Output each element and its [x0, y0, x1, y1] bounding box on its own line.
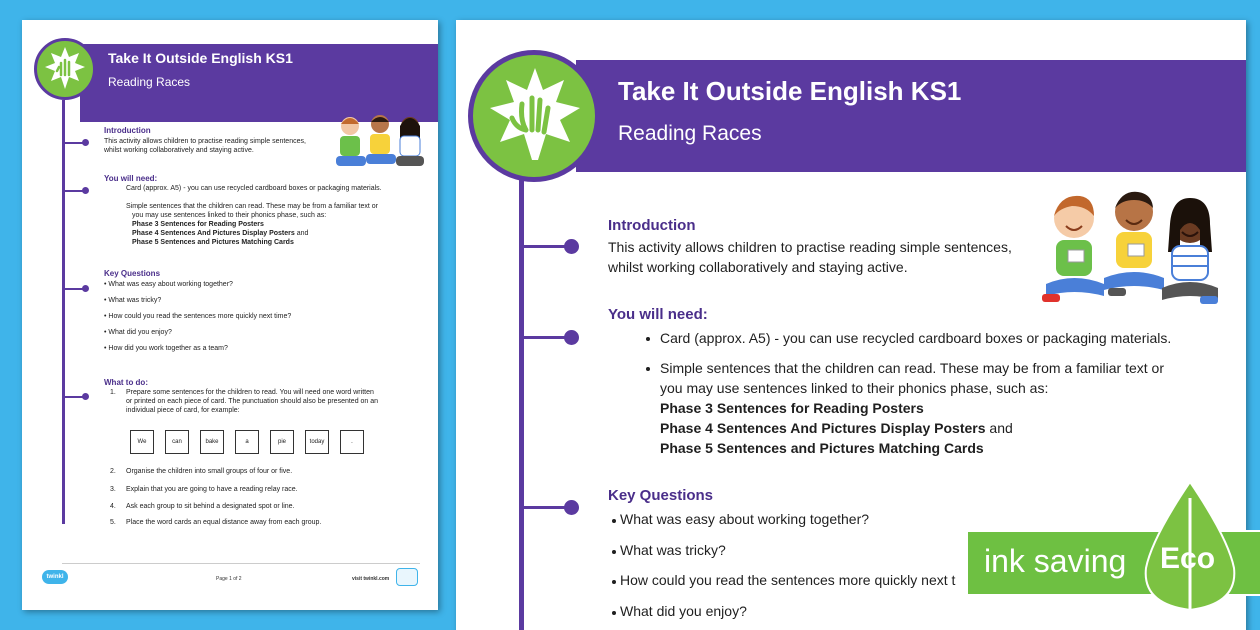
- resource-link[interactable]: Phase 3 Sentences for Reading Posters: [660, 400, 924, 416]
- ink-saving-label: ink saving: [984, 543, 1127, 579]
- question: What did you enjoy?: [620, 603, 747, 619]
- bullet-icon: [646, 367, 650, 371]
- page-1-question: • What was easy about working together?: [104, 281, 233, 288]
- page-1-preview: [22, 20, 438, 610]
- page-1-step-line: individual piece of card, for example:: [126, 407, 240, 414]
- need-item-line: Simple sentences that the children can read. These may be from a familiar text or: [660, 360, 1164, 376]
- word-card: bake: [200, 430, 224, 454]
- bullet-icon: [612, 580, 616, 584]
- need-item-line: you may use sentences linked to their phonics phase, such as:: [660, 380, 1049, 396]
- bullet-icon: [612, 611, 616, 615]
- introduction-line: This activity allows children to practise reading simple sentences,: [608, 239, 1012, 255]
- page-1-questions-heading: Key Questions: [104, 269, 161, 278]
- word-card: pie: [270, 430, 294, 454]
- page-1-need-item: you may use sentences linked to their phonics phase, such as:: [132, 212, 327, 219]
- timeline-dot: [564, 239, 579, 254]
- step-number: 3.: [110, 486, 116, 493]
- page-1-step: Organise the children into small groups of four or five.: [126, 468, 293, 475]
- page-1-subtitle: Reading Races: [108, 75, 191, 89]
- question: What was easy about working together?: [620, 511, 870, 527]
- timeline-dot: [82, 187, 89, 194]
- word-card: a: [235, 430, 259, 454]
- page-1-todo-heading: What to do:: [104, 378, 148, 387]
- resource-link[interactable]: Phase 4 Sentences And Pictures Display Posters: [660, 420, 986, 436]
- eco-label: Eco: [1160, 542, 1216, 575]
- word-card: today: [305, 430, 329, 454]
- timeline-dot: [82, 285, 89, 292]
- bullet-icon: [612, 519, 616, 523]
- children-illustration: [334, 112, 426, 178]
- leaf-hand-icon: [34, 38, 96, 100]
- page-1-step: Place the word cards an equal distance away from each group.: [126, 519, 322, 526]
- page-1-question: • How did you work together as a team?: [104, 345, 228, 352]
- footer-divider: [62, 563, 420, 564]
- step-number: 5.: [110, 519, 116, 526]
- twinkl-badge-icon: [396, 568, 418, 586]
- timeline-dot: [82, 139, 89, 146]
- timeline-dot: [82, 393, 89, 400]
- question: How could you read the sentences more quickly next t: [620, 572, 956, 588]
- resource-line: Phase 4 Sentences And Pictures Display Posters and: [660, 420, 1013, 436]
- step-number: 1.: [110, 389, 116, 396]
- bullet-icon: [646, 337, 650, 341]
- page-title: Take It Outside English KS1: [618, 76, 962, 106]
- page-subtitle: Reading Races: [618, 122, 762, 145]
- twinkl-logo: twinkl: [42, 570, 68, 584]
- introduction-line: whilst working collaboratively and staying active.: [608, 259, 908, 275]
- page-1-question: • What did you enjoy?: [104, 329, 172, 336]
- need-item: Card (approx. A5) - you can use recycled cardboard boxes or packaging materials.: [660, 330, 1172, 346]
- bullet-icon: [612, 550, 616, 554]
- page-1-need-item: Simple sentences that the children can read. These may be from a familiar text or: [126, 203, 378, 210]
- visit-link: visit twinkl.com: [352, 576, 390, 582]
- page-1-title: Take It Outside English KS1: [108, 50, 293, 66]
- word-card-row: [130, 430, 364, 454]
- introduction-heading: Introduction: [608, 217, 696, 234]
- page-1-need-item: Card (approx. A5) - you can use recycled cardboard boxes or packaging materials.: [126, 185, 382, 192]
- page-1-step-line: Prepare some sentences for the children to read. You will need one word written: [126, 389, 374, 396]
- leaf-hand-icon: [480, 60, 590, 170]
- timeline-dot: [564, 330, 579, 345]
- word-card: We: [130, 430, 154, 454]
- key-questions-heading: Key Questions: [608, 487, 714, 504]
- page-number: Page 1 of 2: [216, 576, 242, 582]
- word-card: can: [165, 430, 189, 454]
- page-1-step: Explain that you are going to have a reading relay race.: [126, 486, 298, 493]
- page-1-question: • What was tricky?: [104, 297, 162, 304]
- page-1-timeline: [62, 100, 65, 524]
- page-1-question: • How could you read the sentences more quickly next time?: [104, 313, 292, 320]
- word-card: .: [340, 430, 364, 454]
- page-1-resource-line: Phase 4 Sentences And Pictures Display Posters and: [132, 230, 309, 237]
- you-will-need-heading: You will need:: [608, 306, 708, 323]
- page-1-intro-line: This activity allows children to practise reading simple sentences,: [104, 138, 306, 145]
- page-1-intro-line: whilst working collaboratively and staying active.: [104, 147, 254, 154]
- children-illustration: [1042, 188, 1222, 314]
- question: What was tricky?: [620, 542, 726, 558]
- timeline-dot: [564, 500, 579, 515]
- step-number: 2.: [110, 468, 116, 475]
- page-1-intro-heading: Introduction: [104, 126, 151, 135]
- page-1-resource: Phase 3 Sentences for Reading Posters: [132, 221, 264, 228]
- step-number: 4.: [110, 503, 116, 510]
- page-1-need-heading: You will need:: [104, 174, 158, 183]
- page-1-resource: Phase 5 Sentences and Pictures Matching Cards: [132, 239, 294, 246]
- resource-link[interactable]: Phase 5 Sentences and Pictures Matching Cards: [660, 440, 984, 456]
- page-1-step: Ask each group to sit behind a designated spot or line.: [126, 503, 295, 510]
- page-1-step-line: or printed on each piece of card. The punctuation should also be presented on an: [126, 398, 379, 405]
